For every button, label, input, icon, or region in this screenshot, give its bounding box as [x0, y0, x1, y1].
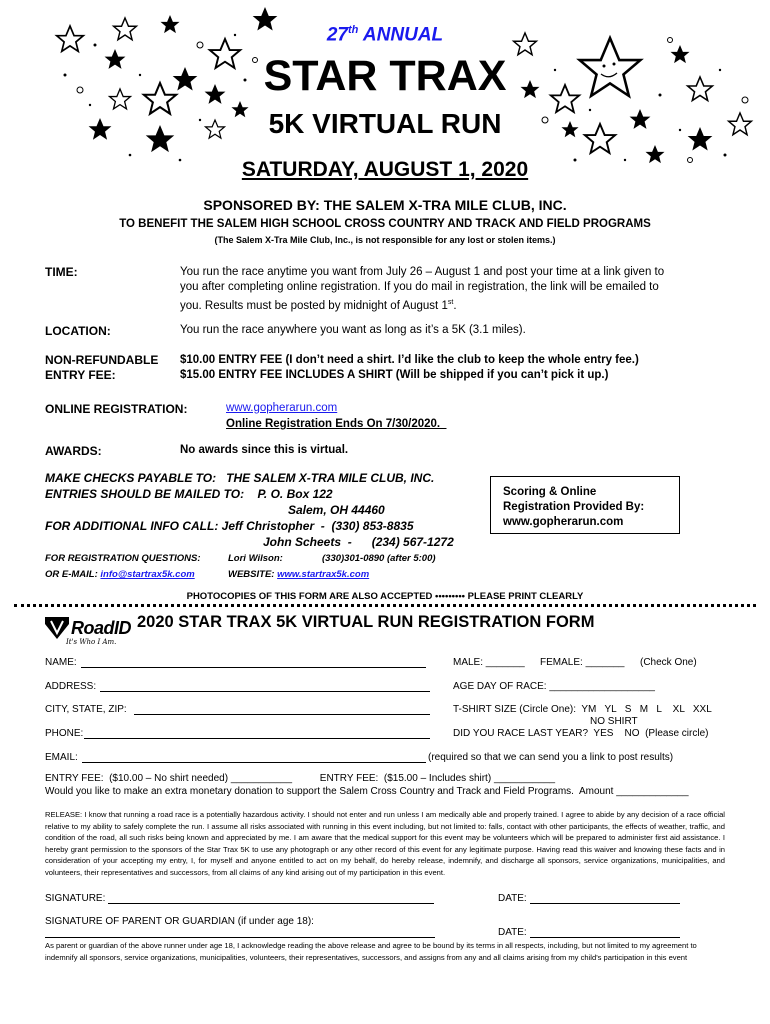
sponsor-line: SPONSORED BY: THE SALEM X-TRA MILE CLUB, INC. [203, 197, 567, 213]
event-date: SATURDAY, AUGUST 1, 2020 [241, 158, 529, 181]
no-shirt-option[interactable]: NO SHIRT [590, 716, 638, 727]
city-label: CITY, STATE, ZIP: [45, 704, 127, 715]
disclaimer-line: (The Salem X-Tra Mile Club, Inc., is not responsible for any lost or stolen items.) [214, 235, 556, 245]
fee-label-line-1: NON-REFUNDABLE [45, 353, 159, 367]
scoring-box [490, 476, 680, 534]
release-text: RELEASE: I know that running a road race is a potentially hazardous activity. I should not enter and run unless I am medically able and properly trained. I agree to abide by any decision of a race official relative to my ability to safely complete the run. I assume all risks associated with running in this event including, but not limited to: falls, contact with other participants, the effects of weather, traffic, and condition of the road, all such risks being known and appreciated by me. I am aware that the medical support for this event may be volunteers which will be prepared to administer first aid assistance. I hereby grant permission to the sponsors of the Star Trax 5K to use any photograph or any other record of this event for any legitimate purpose. Having read this waiver and knowing these facts and in consideration of your accepting my entry, I, for myself and anyone entitled to act on my behalf, do hereby release, indemnify, and discharge all sponsors, service organizations, municipalities, and volunteers, their representatives and successors, from all claims of any kind arising out of my participation in this event. [45, 810, 725, 877]
time-text [180, 265, 750, 314]
info-call-2: John Scheets - (234) 567-1272 [263, 535, 454, 549]
online-url[interactable]: www.gopherarun.com [226, 402, 338, 414]
fee-text [180, 353, 639, 383]
entry-fee-choice[interactable]: ENTRY FEE: ($10.00 – No shirt needed) ___________ ENTRY FEE: ($15.00 – Includes shirt) ___________ [45, 773, 556, 784]
city-field[interactable] [134, 714, 430, 715]
time-line-3-end: . [453, 299, 457, 312]
time-line-1: You run the race anytime you want from July 26 – August 1 and post your time at a link given to [180, 266, 665, 278]
scoring-line-1: Scoring & Online [503, 486, 597, 498]
form-title: 2020 STAR TRAX 5K VIRTUAL RUN REGISTRATION FORM [137, 613, 595, 631]
guardian-label: SIGNATURE OF PARENT OR GUARDIAN (if under age 18): [45, 916, 314, 927]
date-label-2: DATE: [498, 927, 527, 938]
roadid-tagline: It's Who I Am. [66, 638, 117, 646]
annual-heading [0, 24, 770, 46]
roadid-shield-icon [44, 616, 70, 640]
roadid-logo [44, 614, 134, 650]
website-contact-link[interactable]: www.startrax5k.com [277, 569, 370, 580]
signature-field[interactable] [108, 903, 434, 904]
scoring-line-3: www.gopherarun.com [503, 516, 624, 528]
time-label: TIME: [45, 265, 78, 279]
annual-word: ANNUAL [358, 24, 444, 46]
checks-payable: MAKE CHECKS PAYABLE TO: THE SALEM X-TRA MILE CLUB, INC. [45, 471, 435, 485]
email-field[interactable] [82, 762, 426, 763]
date-field-2[interactable] [530, 937, 680, 938]
time-line-3-text: you. Results must be posted by midnight of August 1 [180, 299, 448, 312]
email-contact-link[interactable]: info@startrax5k.com [100, 569, 195, 580]
tshirt-size[interactable]: T-SHIRT SIZE (Circle One): YM YL S M L XL XXL [453, 704, 712, 715]
fee-label-line-2: ENTRY FEE: [45, 368, 116, 382]
phone-field[interactable] [84, 738, 430, 739]
email-contact-label: OR E-MAIL: [45, 569, 101, 580]
name-label: NAME: [45, 657, 77, 668]
website-contact-label: WEBSITE: [228, 569, 278, 580]
info-call: FOR ADDITIONAL INFO CALL: Jeff Christopher - (330) 853-8835 [45, 519, 414, 533]
dotted-separator [14, 604, 756, 607]
raced-last-year[interactable]: DID YOU RACE LAST YEAR? YES NO (Please circle) [453, 728, 709, 739]
event-title: STAR TRAX [263, 52, 507, 100]
fee-option-15: $15.00 ENTRY FEE INCLUDES A SHIRT (Will be shipped if you can’t pick it up.) [180, 369, 609, 381]
online-label: ONLINE REGISTRATION: [45, 402, 188, 416]
date-field-1[interactable] [530, 903, 680, 904]
date-label-1: DATE: [498, 893, 527, 904]
phone-label: PHONE: [45, 728, 84, 739]
email-contact [45, 569, 195, 580]
time-line-2: you after completing online registration. If you do mail in registration, the link will be emailed to [180, 281, 659, 293]
guardian-signature-field[interactable] [45, 937, 435, 938]
address-field[interactable] [100, 691, 430, 692]
mail-city: Salem, OH 44460 [288, 503, 385, 517]
awards-text: No awards since this is virtual. [180, 444, 349, 456]
email-label: EMAIL: [45, 752, 78, 763]
entries-mailed: ENTRIES SHOULD BE MAILED TO: P. O. Box 122 [45, 487, 333, 501]
location-text: You run the race anywhere you want as long as it’s a 5K (3.1 miles). [180, 324, 526, 336]
fee-label [45, 353, 158, 383]
roadid-name: RoadID [71, 618, 131, 638]
address-label: ADDRESS: [45, 681, 97, 692]
questions-label: FOR REGISTRATION QUESTIONS: [45, 553, 201, 564]
time-line-3 [180, 295, 750, 314]
questions-name: Lori Wilson: [228, 553, 283, 564]
check-one-note: (Check One) [640, 657, 697, 668]
name-field[interactable] [81, 667, 426, 668]
annual-suffix: th [347, 24, 359, 36]
awards-label: AWARDS: [45, 444, 102, 458]
scoring-line-2: Registration Provided By: [503, 501, 645, 513]
location-label: LOCATION: [45, 324, 111, 338]
photocopy-note: PHOTOCOPIES OF THIS FORM ARE ALSO ACCEPTED ••••••••• PLEASE PRINT CLEARLY [186, 591, 584, 602]
questions-phone: (330)301-0890 (after 5:00) [322, 553, 436, 564]
event-subtitle: 5K VIRTUAL RUN [268, 108, 502, 139]
male-option[interactable]: MALE: _______ [453, 657, 525, 668]
guardian-release-text: As parent or guardian of the above runner under age 18, I acknowledge reading the above release and agree to be bound by its terms in all respects, including, but not limited to my agreement to indemnify all sponsors, service organizations, municipalities, volunteers, their representatives, successors, and assigns from any and all claims arising from my child's participation in this event [45, 941, 697, 962]
donation-line[interactable]: Would you like to make an extra monetary donation to support the Salem Cross Country and Track and Field Programs. Amount _____________ [45, 786, 689, 797]
annual-number: 27 [326, 24, 348, 46]
signature-label: SIGNATURE: [45, 893, 106, 904]
online-ends: Online Registration Ends On 7/30/2020. [226, 418, 447, 430]
time-line-3-sup: st [447, 299, 454, 306]
benefit-line: TO BENEFIT THE SALEM HIGH SCHOOL CROSS COUNTRY AND TRACK AND FIELD PROGRAMS [119, 218, 651, 230]
website-contact [228, 569, 369, 580]
female-option[interactable]: FEMALE: _______ [540, 657, 625, 668]
email-note: (required so that we can send you a link to post results) [428, 752, 674, 763]
fee-option-10: $10.00 ENTRY FEE (I don’t need a shirt. I’d like the club to keep the whole entry fee.) [180, 354, 639, 366]
age-field[interactable]: AGE DAY OF RACE: ___________________ [453, 681, 655, 692]
